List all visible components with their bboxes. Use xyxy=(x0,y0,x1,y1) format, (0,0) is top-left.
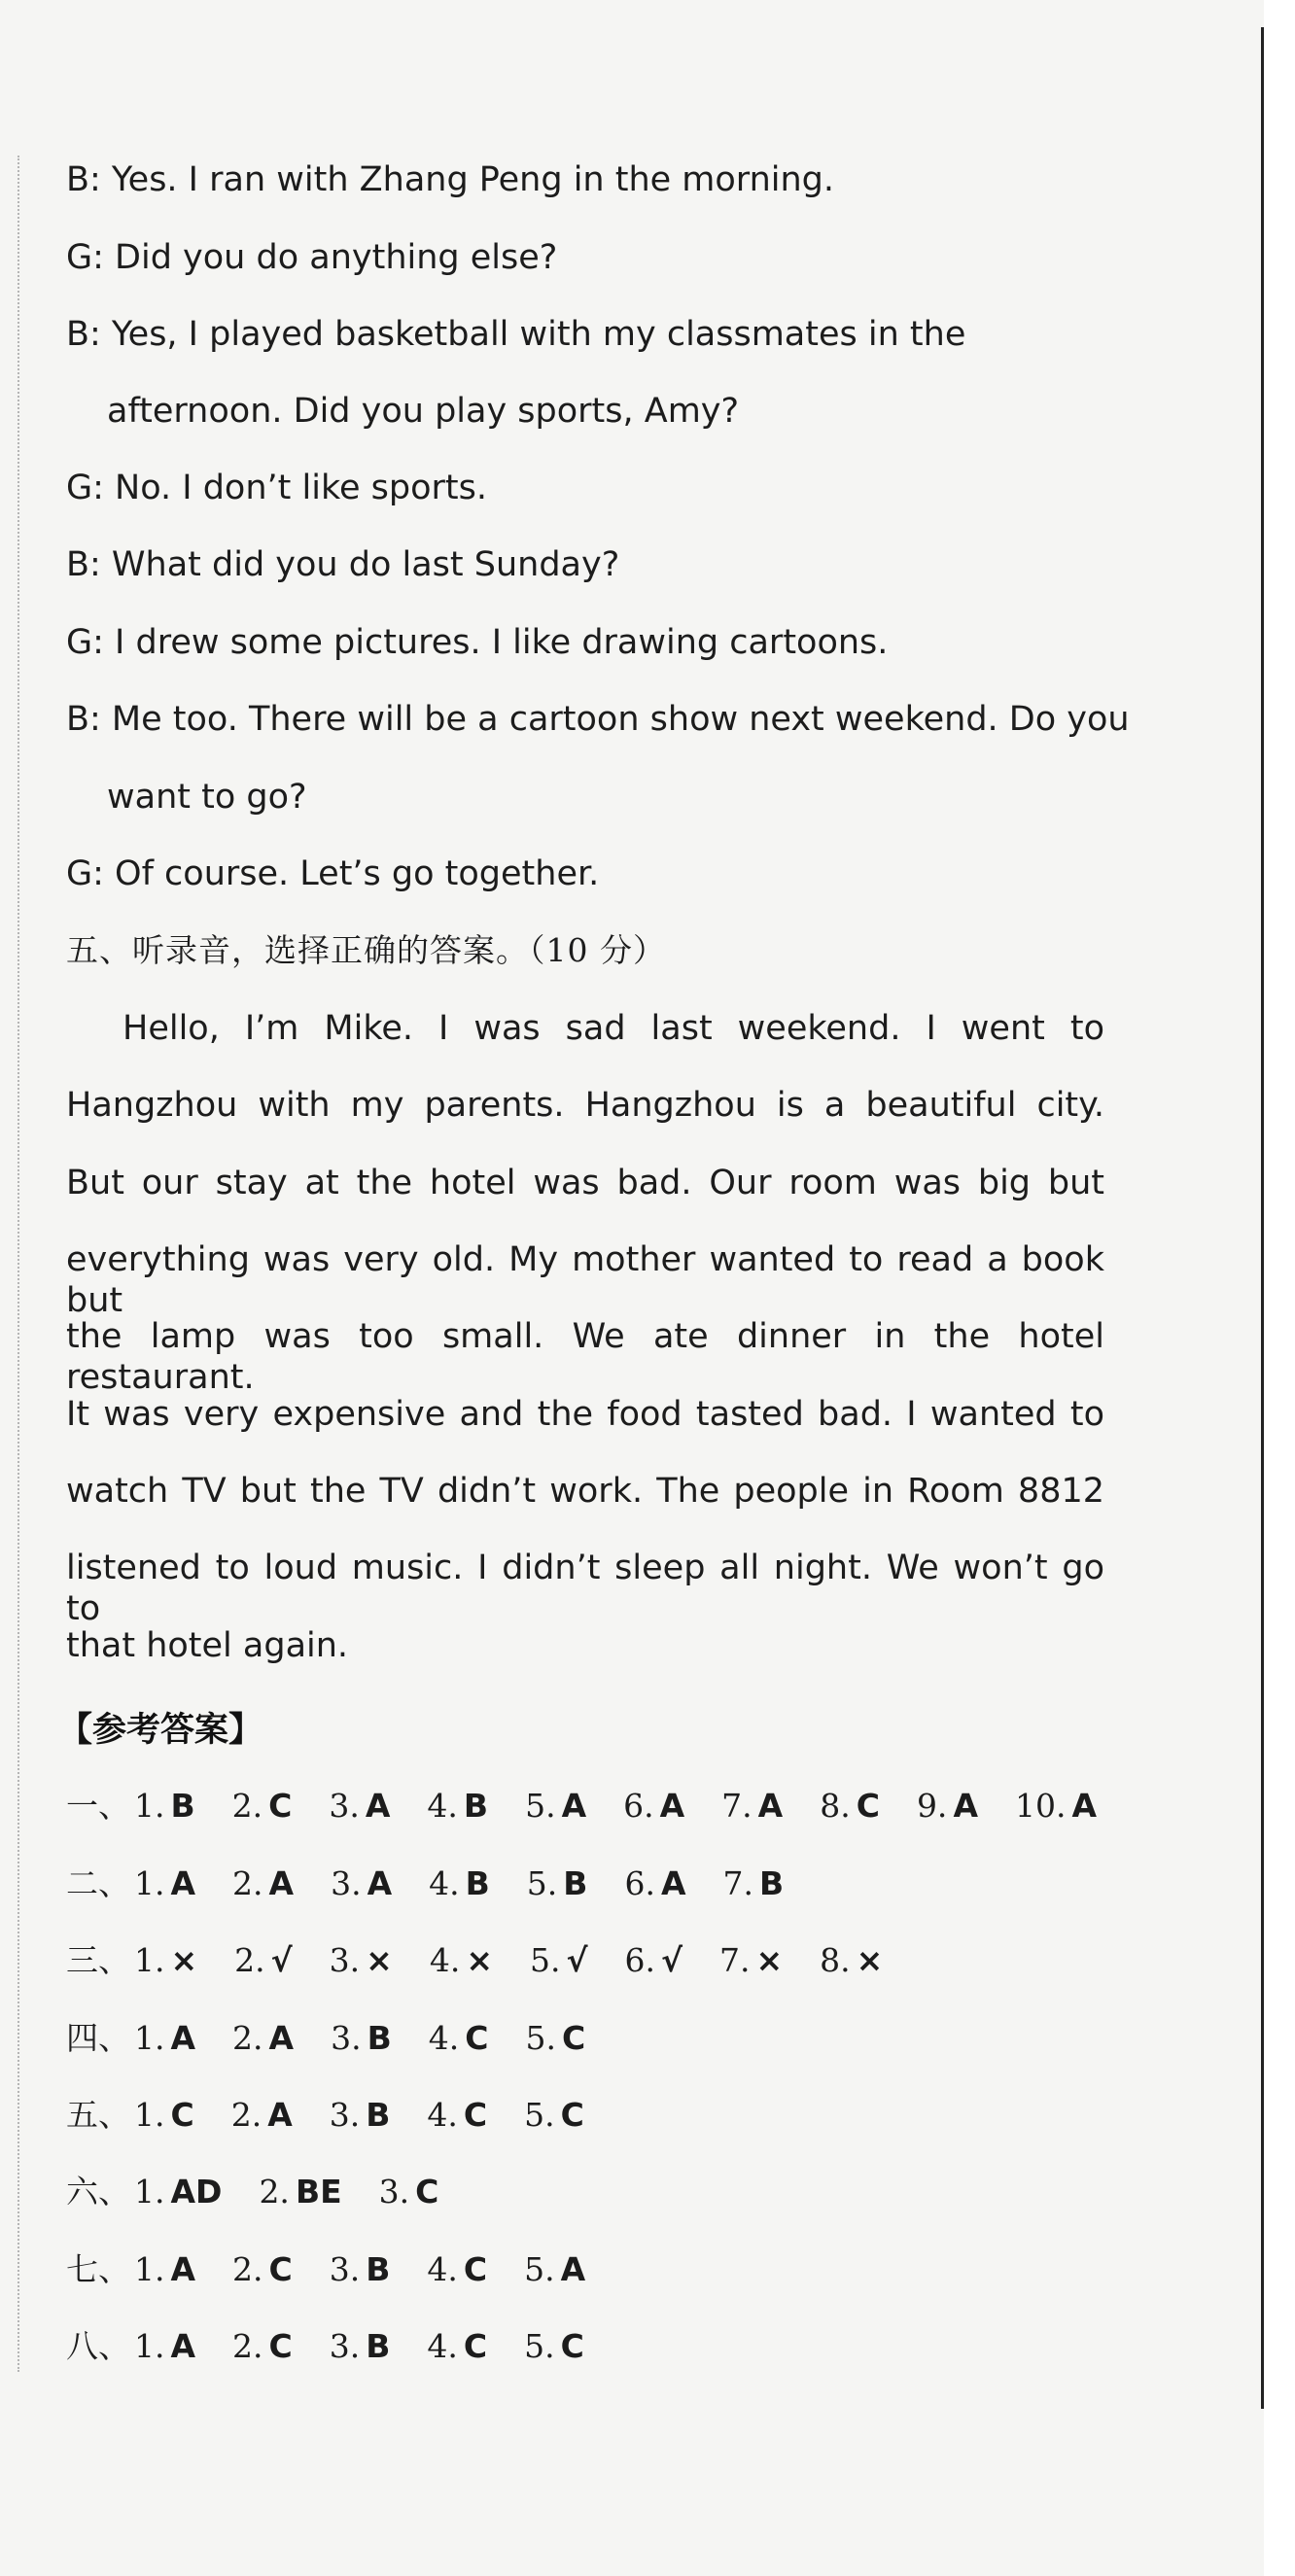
passage-line: It was very expensive and the food tasted bad. I wanted to xyxy=(66,1395,1104,1434)
answer-item xyxy=(134,1864,195,1902)
answer-section-label: 七、 xyxy=(66,2250,130,2288)
answer-row xyxy=(66,1781,1134,1824)
answer-item xyxy=(723,1864,785,1902)
answer-value: C xyxy=(268,2250,293,2288)
answer-value: × xyxy=(170,1941,198,1979)
answer-item xyxy=(330,1941,393,1979)
answer-number: 1. xyxy=(134,1864,165,1902)
answer-number: 2. xyxy=(232,2019,263,2057)
answer-value: √ xyxy=(270,1941,293,1979)
answer-number: 1. xyxy=(134,2019,165,2057)
answer-number: 3. xyxy=(329,1787,360,1825)
dialogue-line: want to go? xyxy=(107,778,307,817)
answer-value: B xyxy=(366,2327,391,2365)
answer-number: 4. xyxy=(427,2327,458,2365)
answer-item xyxy=(524,2250,585,2288)
answer-value: B xyxy=(367,2019,392,2057)
answer-number: 1. xyxy=(134,2250,165,2288)
answer-value: C xyxy=(560,2096,584,2134)
answer-number: 10. xyxy=(1014,1787,1067,1825)
answer-number: 2. xyxy=(231,1787,263,1825)
answer-item xyxy=(429,1864,490,1902)
answer-value: B xyxy=(759,1864,785,1902)
answer-value: A xyxy=(757,1787,784,1825)
answer-number: 5. xyxy=(524,2250,555,2288)
page-margin xyxy=(1264,0,1295,2576)
answer-section-label: 三、 xyxy=(66,1941,130,1979)
answer-value: A xyxy=(170,2250,196,2288)
answer-number: 9. xyxy=(916,1787,948,1825)
answer-item xyxy=(429,2019,489,2057)
answer-number: 6. xyxy=(624,1864,655,1902)
answer-number: 7. xyxy=(721,1787,752,1825)
answer-item xyxy=(134,1787,195,1825)
answer-value: A xyxy=(170,2019,196,2057)
dialogue-line: G: I drew some pictures. I like drawing cartoons. xyxy=(66,623,889,662)
passage-line: watch TV but the TV didn’t work. The people in Room 8812 xyxy=(66,1472,1104,1511)
answer-item xyxy=(134,1941,197,1979)
answer-item xyxy=(527,1864,588,1902)
answer-row xyxy=(66,2167,475,2210)
answer-value: A xyxy=(268,1864,295,1902)
answer-item xyxy=(330,2250,391,2288)
answer-value: C xyxy=(268,2327,293,2365)
answer-value: C xyxy=(463,2250,488,2288)
dialogue-line: G: Did you do anything else? xyxy=(66,238,558,277)
answer-number: 2. xyxy=(232,2327,263,2365)
dialogue-line: G: No. I don’t like sports. xyxy=(66,469,487,507)
answer-value: C xyxy=(415,2173,439,2210)
answer-number: 7. xyxy=(722,1864,753,1902)
answer-number: 4. xyxy=(427,2096,458,2134)
answer-number: 6. xyxy=(624,1941,655,1979)
answer-value: C xyxy=(560,2327,584,2365)
answer-item xyxy=(719,1941,783,1979)
answer-number: 1. xyxy=(134,2173,165,2210)
passage-line: Hello, I’m Mike. I was sad last weekend. I went to xyxy=(122,1009,1104,1048)
answer-item xyxy=(134,2173,222,2210)
answer-item xyxy=(820,1941,883,1979)
answer-item xyxy=(329,1787,390,1825)
answer-number: 5. xyxy=(524,2327,555,2365)
dialogue-line: afternoon. Did you play sports, Amy? xyxy=(107,392,740,431)
dialogue-line: B: Yes. I ran with Zhang Peng in the morning. xyxy=(66,160,835,199)
passage-line: But our stay at the hotel was bad. Our room was big but xyxy=(66,1164,1104,1202)
answer-item xyxy=(134,2096,194,2134)
answer-item xyxy=(427,2096,487,2134)
answer-value: A xyxy=(560,2250,586,2288)
answer-section-label: 二、 xyxy=(66,1864,130,1902)
answer-number: 3. xyxy=(329,2096,361,2134)
answer-item xyxy=(232,2019,294,2057)
passage-line: listened to loud music. I didn’t sleep all night. We won’t go to xyxy=(66,1549,1104,1628)
answer-item xyxy=(524,2096,584,2134)
passage-line: the lamp was too small. We ate dinner in the hotel restaurant. xyxy=(66,1317,1104,1397)
answer-item xyxy=(379,2173,439,2210)
dialogue-line: B: Me too. There will be a cartoon show next weekend. Do you xyxy=(66,700,1130,739)
answer-item xyxy=(231,2096,293,2134)
passage-line: Hangzhou with my parents. Hangzhou is a beautiful city. xyxy=(66,1086,1104,1125)
answer-value: B xyxy=(465,1864,490,1902)
answer-number: 8. xyxy=(820,1787,851,1825)
answer-item xyxy=(331,2019,392,2057)
answer-item xyxy=(134,2327,195,2365)
answer-value: C xyxy=(465,2019,489,2057)
answer-value: √ xyxy=(661,1941,683,1979)
answer-item xyxy=(232,1864,294,1902)
answer-number: 2. xyxy=(232,2250,263,2288)
answer-row xyxy=(66,2245,622,2287)
answer-section-label: 六、 xyxy=(66,2173,130,2210)
answer-value: A xyxy=(659,1787,685,1825)
answer-number: 3. xyxy=(329,2250,361,2288)
answer-number: 5. xyxy=(526,1864,558,1902)
answer-number: 2. xyxy=(234,1941,265,1979)
answer-item xyxy=(530,1941,588,1979)
answer-item xyxy=(331,1864,392,1902)
answer-item xyxy=(721,1787,783,1825)
answer-section-label: 一、 xyxy=(66,1787,130,1825)
answer-section-label: 四、 xyxy=(66,2019,130,2057)
answer-number: 3. xyxy=(378,2173,410,2210)
answer-number: 2. xyxy=(230,2096,262,2134)
answer-item xyxy=(427,1787,488,1825)
answer-item xyxy=(134,2019,195,2057)
answer-number: 7. xyxy=(719,1941,751,1979)
answer-number: 2. xyxy=(259,2173,290,2210)
answer-value: BE xyxy=(295,2173,342,2210)
answer-value: × xyxy=(755,1941,784,1979)
answer-number: 5. xyxy=(529,1941,561,1979)
answer-number: 5. xyxy=(525,2019,556,2057)
answer-value: C xyxy=(561,2019,586,2057)
answer-item xyxy=(330,2327,391,2365)
answer-item xyxy=(232,2250,293,2288)
answer-number: 1. xyxy=(134,1941,165,1979)
answer-item xyxy=(525,2019,585,2057)
dialogue-line: B: Yes, I played basketball with my classmates in the xyxy=(66,315,966,354)
answer-row xyxy=(66,2090,621,2133)
answer-item xyxy=(232,1787,293,1825)
answer-number: 1. xyxy=(134,1787,165,1825)
answer-number: 3. xyxy=(329,2327,361,2365)
answer-value: × xyxy=(366,1941,393,1979)
dialogue-line: G: Of course. Let’s go together. xyxy=(66,854,600,893)
answer-item xyxy=(820,1787,880,1825)
answer-value: B xyxy=(170,1787,195,1825)
answer-section-label: 八、 xyxy=(66,2327,130,2365)
answer-number: 4. xyxy=(429,1941,461,1979)
answer-value: A xyxy=(365,1787,391,1825)
answer-number: 4. xyxy=(429,1864,460,1902)
answer-number: 3. xyxy=(331,1864,362,1902)
answer-value: A xyxy=(660,1864,686,1902)
answer-item xyxy=(624,1864,685,1902)
answer-row xyxy=(66,2013,622,2056)
answer-item xyxy=(232,2327,293,2365)
answer-value: B xyxy=(366,2096,391,2134)
answer-value: A xyxy=(1071,1787,1098,1825)
answer-value: C xyxy=(463,2327,488,2365)
answer-item xyxy=(917,1787,978,1825)
answer-item xyxy=(427,2250,487,2288)
answer-value: B xyxy=(366,2250,391,2288)
answer-value: A xyxy=(268,2019,295,2057)
answer-number: 2. xyxy=(232,1864,263,1902)
answer-item xyxy=(1015,1787,1097,1825)
answer-value: B xyxy=(563,1864,588,1902)
passage-line: everything was very old. My mother wanted to read a book but xyxy=(66,1240,1104,1320)
answer-number: 3. xyxy=(329,1941,361,1979)
answer-item xyxy=(259,2173,341,2210)
answer-value: A xyxy=(267,2096,293,2134)
answer-value: √ xyxy=(566,1941,588,1979)
answer-value: × xyxy=(466,1941,493,1979)
answer-number: 1. xyxy=(134,2327,165,2365)
answer-value: AD xyxy=(170,2173,223,2210)
dialogue-line: B: What did you do last Sunday? xyxy=(66,545,620,584)
answer-item xyxy=(430,1941,493,1979)
answer-row xyxy=(66,1935,920,1978)
answer-value: C xyxy=(268,1787,293,1825)
answer-value: A xyxy=(170,1864,196,1902)
answer-value: C xyxy=(170,2096,194,2134)
answer-item xyxy=(330,2096,391,2134)
answer-number: 1. xyxy=(134,2096,165,2134)
section-title: 五、听录音，选择正确的答案。（10 分） xyxy=(66,931,666,969)
answer-item xyxy=(134,2250,195,2288)
answer-row xyxy=(66,2321,621,2364)
answer-number: 6. xyxy=(623,1787,654,1825)
answer-number: 3. xyxy=(331,2019,362,2057)
answer-value: A xyxy=(953,1787,978,1825)
answer-value: A xyxy=(170,2327,196,2365)
answer-number: 4. xyxy=(427,2250,458,2288)
answer-row xyxy=(66,1859,821,1901)
answers-header: 【参考答案】 xyxy=(58,1711,263,1750)
answer-item xyxy=(427,2327,487,2365)
margin-binding-dots xyxy=(18,156,19,2372)
answer-item xyxy=(623,1787,684,1825)
answer-item xyxy=(524,2327,584,2365)
answer-item xyxy=(525,1787,586,1825)
answer-value: B xyxy=(463,1787,489,1825)
answer-section-label: 五、 xyxy=(66,2096,130,2134)
answer-value: A xyxy=(561,1787,587,1825)
passage-line: that hotel again. xyxy=(66,1626,349,1665)
answer-value: × xyxy=(856,1941,884,1979)
answer-number: 4. xyxy=(428,2019,460,2057)
answer-value: C xyxy=(856,1787,880,1825)
answer-number: 4. xyxy=(427,1787,458,1825)
answer-item xyxy=(234,1941,293,1979)
answer-value: A xyxy=(367,1864,393,1902)
answer-value: C xyxy=(463,2096,488,2134)
answer-number: 8. xyxy=(820,1941,851,1979)
answer-number: 5. xyxy=(525,1787,556,1825)
answer-number: 5. xyxy=(524,2096,555,2134)
answer-item xyxy=(625,1941,683,1979)
